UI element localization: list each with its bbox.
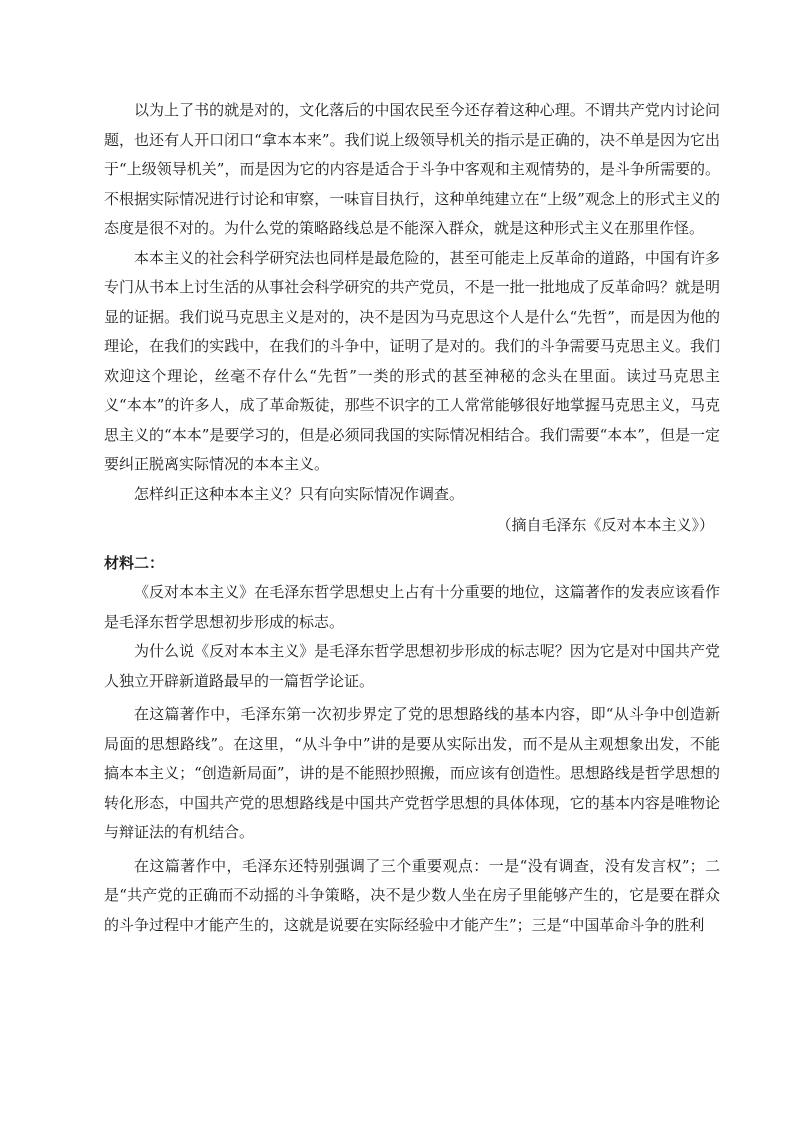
material-two-paragraph-2: 为什么说《反对本本主义》是毛泽东哲学思想初步形成的标志呢？因为它是对中国共产党人独立开辟新道路最早的一篇哲学论证。: [104, 642, 720, 690]
material-one-paragraph-3: 怎样纠正这种本本主义？只有向实际情况作调查。: [134, 484, 465, 503]
material-two-heading: 材料二：: [104, 553, 165, 572]
material-two-paragraph-4: 在这篇著作中，毛泽东还特别强调了三个重要观点：一是“没有调查，没有发言权”；二是“共产党的正确而不动摇的斗争策略，决不是少数人坐在房子里能够产生的，它是要在群众的斗争过程中才能产生的，这就是说要在实际经验中才能产生”；三是“中国革命斗争的胜利: [104, 856, 720, 934]
document-page: [104, 96, 720, 940]
material-two-paragraph-3: 在这篇著作中，毛泽东第一次初步界定了党的思想路线的基本内容，即“从斗争中创造新局面的思想路线”。在这里，“从斗争中”讲的是要从实际出发，而不是从主观想象出发，不能搞本本主义；“创造新局面”，讲的是不能照抄照搬，而应该有创造性。思想路线是哲学思想的转化形态，中国共产党的思想路线是中国共产党哲学思想的具体体现，它的基本内容是唯物论与辩证法的有机结合。: [104, 705, 720, 841]
material-two-paragraph-1: 《反对本本主义》在毛泽东哲学思想史上占有十分重要的地位，这篇著作的发表应该看作是毛泽东哲学思想初步形成的标志。: [104, 583, 720, 631]
material-one-paragraph-1: 以为上了书的就是对的，文化落后的中国农民至今还存着这种心理。不谓共产党内讨论问题，也还有人开口闭口“拿本本来”。我们说上级领导机关的指示是正确的，决不单是因为它出于“上级领导机关”，而是因为它的内容是适合于斗争中客观和主观情势的，是斗争所需要的。不根据实际情况进行讨论和审察，一味盲目执行，这种单纯建立在“上级”观念上的形式主义的态度是很不对的。为什么党的策略路线总是不能深入群众，就是这种形式主义在那里作怪。: [104, 101, 720, 237]
material-one-paragraph-2: 本本主义的社会科学研究法也同样是最危险的，甚至可能走上反革命的道路，中国有许多专门从书本上讨生活的从事社会科学研究的共产党员，不是一批一批地成了反革命吗？就是明显的证据。我们说马克思主义是对的，决不是因为马克思这个人是什么“先哲”，而是因为他的理论，在我们的实践中，在我们的斗争中，证明了是对的。我们的斗争需要马克思主义。我们欢迎这个理论，丝毫不存什么“先哲”一类的形式的甚至神秘的念头在里面。读过马克思主义“本本”的许多人，成了革命叛徒，那些不识字的工人常常能够很好地掌握马克思主义，马克思主义的“本本”是要学习的，但是必须同我国的实际情况相结合。我们需要“本本”，但是一定要纠正脱离实际情况的本本主义。: [104, 248, 720, 473]
material-one-attribution: （摘自毛泽东《反对本本主义》）: [496, 516, 714, 534]
